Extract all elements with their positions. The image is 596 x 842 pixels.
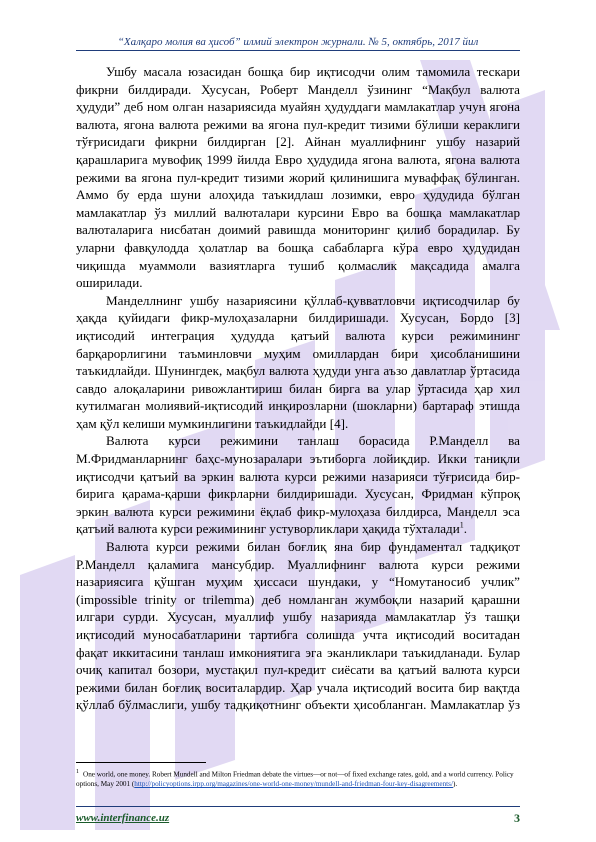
- footnote-text: One world, one money. Robert Mundell and Milton Friedman debate the virtues—or not—of fixed exchange rates, gold, and a world currency. Policy options, May 2001 (: [76, 770, 514, 789]
- footnote-link[interactable]: http://policyoptions.irpp.org/magazines/one-world-one-money/mundell-and-friedman-four-key-disagreements/: [134, 780, 453, 789]
- footnote-mark: 1: [76, 769, 79, 775]
- paragraph-2: Манделлнинг ушбу назариясини қўллаб-қувватловчи иқтисодчилар бу ҳақда қуйидаги фикр-мулоҳазаларни билдиришади. Хусусан, Бордо [3] иқтисодий интеграция ҳудудда қатъий валюта курси режимининг барқарорлигини таъминловчи муҳим омиллардан бири ҳисобланишини таъкидлайди. Шунингдек, мақбул валюта ҳудуди унга аъзо давлатлар ўртасида савдо алоқаларини ривожлантириш билан бирга ва улар ўртасида ҳар хил кутилмаган молиявий-иқтисодий инқирозларни (шокларни) бартараф этишда ҳам қўл келиши мумкинлигини таъкидлайди [4].: [76, 292, 520, 431]
- paragraph-4: Валюта курси режими билан боғлиқ яна бир фундаментал тадқиқот Р.Манделл қаламига мансубдир. Муаллифнинг валюта курси режими назариясига қўшган муҳим ҳиссаси шундаки, у “Номутаносиб учлик” (impossible trinity or trilemma) деб номланган жумбоқли назарий қарашни илгари сурди. Хусусан, муаллиф ушбу назарияда мамлакатлар ўз ташқи иқтисодий муносабатларини тартибга солишда учта иқтисодий воситадан фақат иккитасини танлаш имкониятига эга эканликлари таъкидланади. Булар очиқ капитал бозори, мустақил пул-кредит сиёсати ва қатъий валюта курси режими билан боғлиқ воситалардир. Ҳар учала иқтисодий восита бир вақтда қўллаб бўлмаслиги, ушбу тадқиқотнинг объекти ҳисобланган. Мамлакатлар ўз: [76, 539, 520, 713]
- running-header: “Халқаро молия ва ҳисоб” илмий электрон журнали. № 5, октябрь, 2017 йил: [117, 36, 479, 48]
- footer-rule: [76, 806, 520, 807]
- header-rule: [76, 50, 520, 51]
- footnote: [76, 767, 520, 789]
- footnote-reference[interactable]: 1: [459, 521, 464, 531]
- footnote-rule: [76, 762, 206, 763]
- paragraph-3-text: Валюта курси режимини танлаш борасида Р.Манделл ва М.Фридманларнинг баҳс-мунозаралари эътиборга лойиқдир. Икки таниқли иқтисодчи қатъий ва эркин валюта курси режими назарияси тўғрисида бир-бирига қарама-қарши фикрларни билдиришади. Хусусан, Фридман кўпроқ эркин валюта курси режимини ёқлаб фикр-мулоҳаза билдирса, Манделл эса қатъий валюта курси режимининг устуворликлари ҳақида тўхталади: [76, 433, 520, 537]
- paragraph-3: [76, 432, 520, 538]
- paragraph-1: Ушбу масала юзасидан бошқа бир иқтисодчи олим тамомила тескари фикрни билдиради. Хусусан, Роберт Манделл ўзининг “Мақбул валюта ҳудуди” деб ном олган назариясида муайян ҳудуддаги мамлакатлар учун ягона валюта, ягона валюта режими ва ягона пул-кредит тизими бўлиши кераклиги тўғрисидаги фикрни билдирган [2]. Айнан муаллифнинг ушбу назарий қарашларига мувофиқ 1999 йилда Евро ҳудудида ягона валюта, ягона валюта режими ва ягона пул-кредит тизими жорий қилинишига муваффақ бўлинган. Аммо бу ерда шуни алоҳида таъкидлаш лозимки, евро ҳудудида бўлган мамлакатлар ўз миллий валюталари курсини Евро ва бошқа мамлакатлар валюталарига нисбатан доимий равишда мониторинг қилиб борадилар. Бу уларни фавқулодда ҳолатлар ва бошқа сабабларга кўра евро ҳудудидан чиқишда муаммоли вазиятларга тушиб қолмаслик мақсадида амалга оширилади.: [76, 64, 520, 291]
- main-content: [76, 63, 520, 714]
- footnote-close: ).: [452, 780, 458, 789]
- page-number: 3: [514, 811, 520, 825]
- footer-website-link[interactable]: www.interfinance.uz: [76, 812, 170, 824]
- paragraph-3-end: .: [463, 521, 468, 537]
